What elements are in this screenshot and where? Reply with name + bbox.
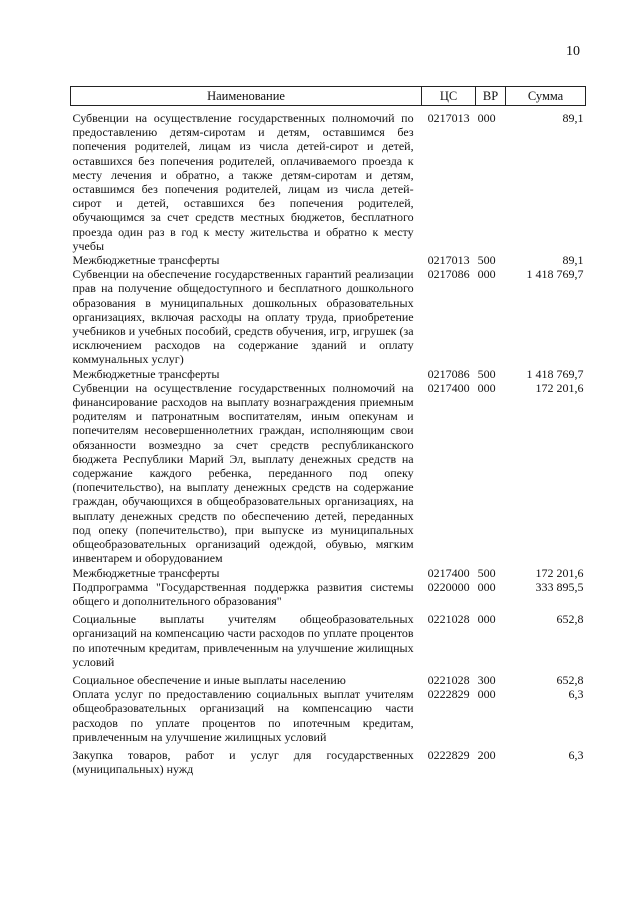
row-cs: 0222829 — [427, 747, 470, 762]
row-sum: 333 895,5 — [535, 579, 584, 594]
page-number: 10 — [566, 44, 580, 59]
table-header-row — [71, 87, 586, 106]
row-sum: 652,8 — [556, 612, 584, 627]
row-cs: 0221028 — [427, 672, 470, 687]
row-sum: 89,1 — [562, 111, 584, 125]
table-row — [71, 580, 586, 608]
row-vr: 000 — [477, 579, 496, 594]
budget-table — [70, 86, 586, 776]
table-row — [71, 687, 586, 744]
row-cs: 0217400 — [427, 565, 470, 580]
row-name: Закупка товаров, работ и услуг для государственных (муниципальных) нужд — [72, 747, 414, 777]
row-vr: 000 — [477, 380, 496, 395]
row-name: Межбюджетные трансферты — [72, 565, 220, 580]
row-sum: 1 418 769,7 — [526, 267, 584, 282]
row-sum: 6,3 — [568, 687, 584, 702]
row-cs: 0222829 — [427, 687, 470, 702]
row-vr: 000 — [477, 612, 496, 627]
row-sum: 172 201,6 — [535, 565, 584, 580]
row-name: Подпрограмма "Государственная поддержка развития системы общего и дополнительного образования" — [72, 579, 414, 608]
row-name: Социальное обеспечение и иные выплаты населению — [72, 672, 346, 687]
row-sum: 652,8 — [556, 672, 584, 687]
table-row — [71, 253, 586, 267]
table-row — [71, 106, 586, 254]
table-row — [71, 381, 586, 566]
header-name: Наименование — [71, 87, 422, 106]
row-name: Оплата услуг по предоставлению социальных выплат учителям общеобразовательных организаций на компенсацию части расходов по уплате процентов по ипотечным кредитам, привлеченным на улучшение жилищных условий — [72, 687, 414, 744]
row-cs: 0217086 — [427, 366, 470, 381]
row-cs: 0217013 — [427, 253, 470, 268]
table-row — [71, 608, 586, 669]
table-row — [71, 566, 586, 580]
row-vr: 500 — [477, 366, 496, 381]
row-name: Межбюджетные трансферты — [72, 253, 220, 268]
header-vr: ВР — [476, 87, 506, 106]
row-name: Субвенции на осуществление государственных полномочий на финансирование расходов на выплату вознаграждения приемным родителям и патронатным воспитателям, иным опекунам и попечителям несовершеннолетних граждан, исполняющим свои обязанности возмездно за счет средств республиканского бюджета Республики Марий Эл, выплату денежных средств на содержание каждого ребенка, переданного под опеку (попечительство), на выплату денежных средств на содержание граждан, обучающихся в общеобразовательных организациях, на выплату денежных средств по обеспечению детей, переданных под опеку (попечительство), при выпуске из муниципальных общеобразовательных организаций одеждой, обувью, мягким инвентарем и оборудованием — [72, 380, 414, 566]
row-vr: 300 — [477, 672, 496, 687]
row-sum: 1 418 769,7 — [526, 366, 584, 381]
row-cs: 0217013 — [427, 111, 470, 125]
row-vr: 200 — [477, 747, 496, 762]
table-row — [71, 669, 586, 687]
header-sum: Сумма — [506, 87, 586, 106]
row-vr: 000 — [477, 687, 496, 702]
row-vr: 000 — [477, 267, 496, 282]
row-name: Субвенции на осуществление государственных полномочий по предоставлению детям-сиротам и детям, оставшимся без попечения родителей, лицам из числа детей-сирот и детей, оставшихся без попечения родителей, оплачиваемого проезда к месту лечения и обратно, а также детям-сиротам и детям, оставшимся без попечения родителей, лицам из числа детей-сирот и детей, оставшихся без попечения родителей, обучающимся за счет средств местных бюджетов, бесплатного проезда один раз в год к месту жительства и обратно к месту учебы — [72, 111, 414, 253]
row-sum: 89,1 — [562, 253, 584, 268]
table-row — [71, 367, 586, 381]
row-cs: 0217400 — [427, 380, 470, 395]
row-cs: 0221028 — [427, 612, 470, 627]
row-cs: 0217086 — [427, 267, 470, 282]
row-name: Социальные выплаты учителям общеобразовательных организаций на компенсацию части расходов по уплате процентов по ипотечным кредитам, привлеченным на улучшение жилищных условий — [72, 612, 414, 669]
header-cs: ЦС — [422, 87, 476, 106]
table-row — [71, 744, 586, 776]
row-vr: 000 — [477, 111, 496, 125]
row-name: Межбюджетные трансферты — [72, 366, 220, 381]
row-cs: 0220000 — [427, 579, 470, 594]
row-sum: 6,3 — [568, 747, 584, 762]
row-name: Субвенции на обеспечение государственных гарантий реализации прав на получение общедоступного и бесплатного дошкольного образования в муниципальных дошкольных образовательных организациях, включая расходы на оплату труда, приобретение учебников и учебных пособий, средств обучения, игр, игрушек (за исключением расходов на содержание зданий и оплату коммунальных услуг) — [72, 267, 414, 367]
row-vr: 500 — [477, 253, 496, 268]
row-sum: 172 201,6 — [535, 380, 584, 395]
table-row — [71, 267, 586, 366]
row-vr: 500 — [477, 565, 496, 580]
